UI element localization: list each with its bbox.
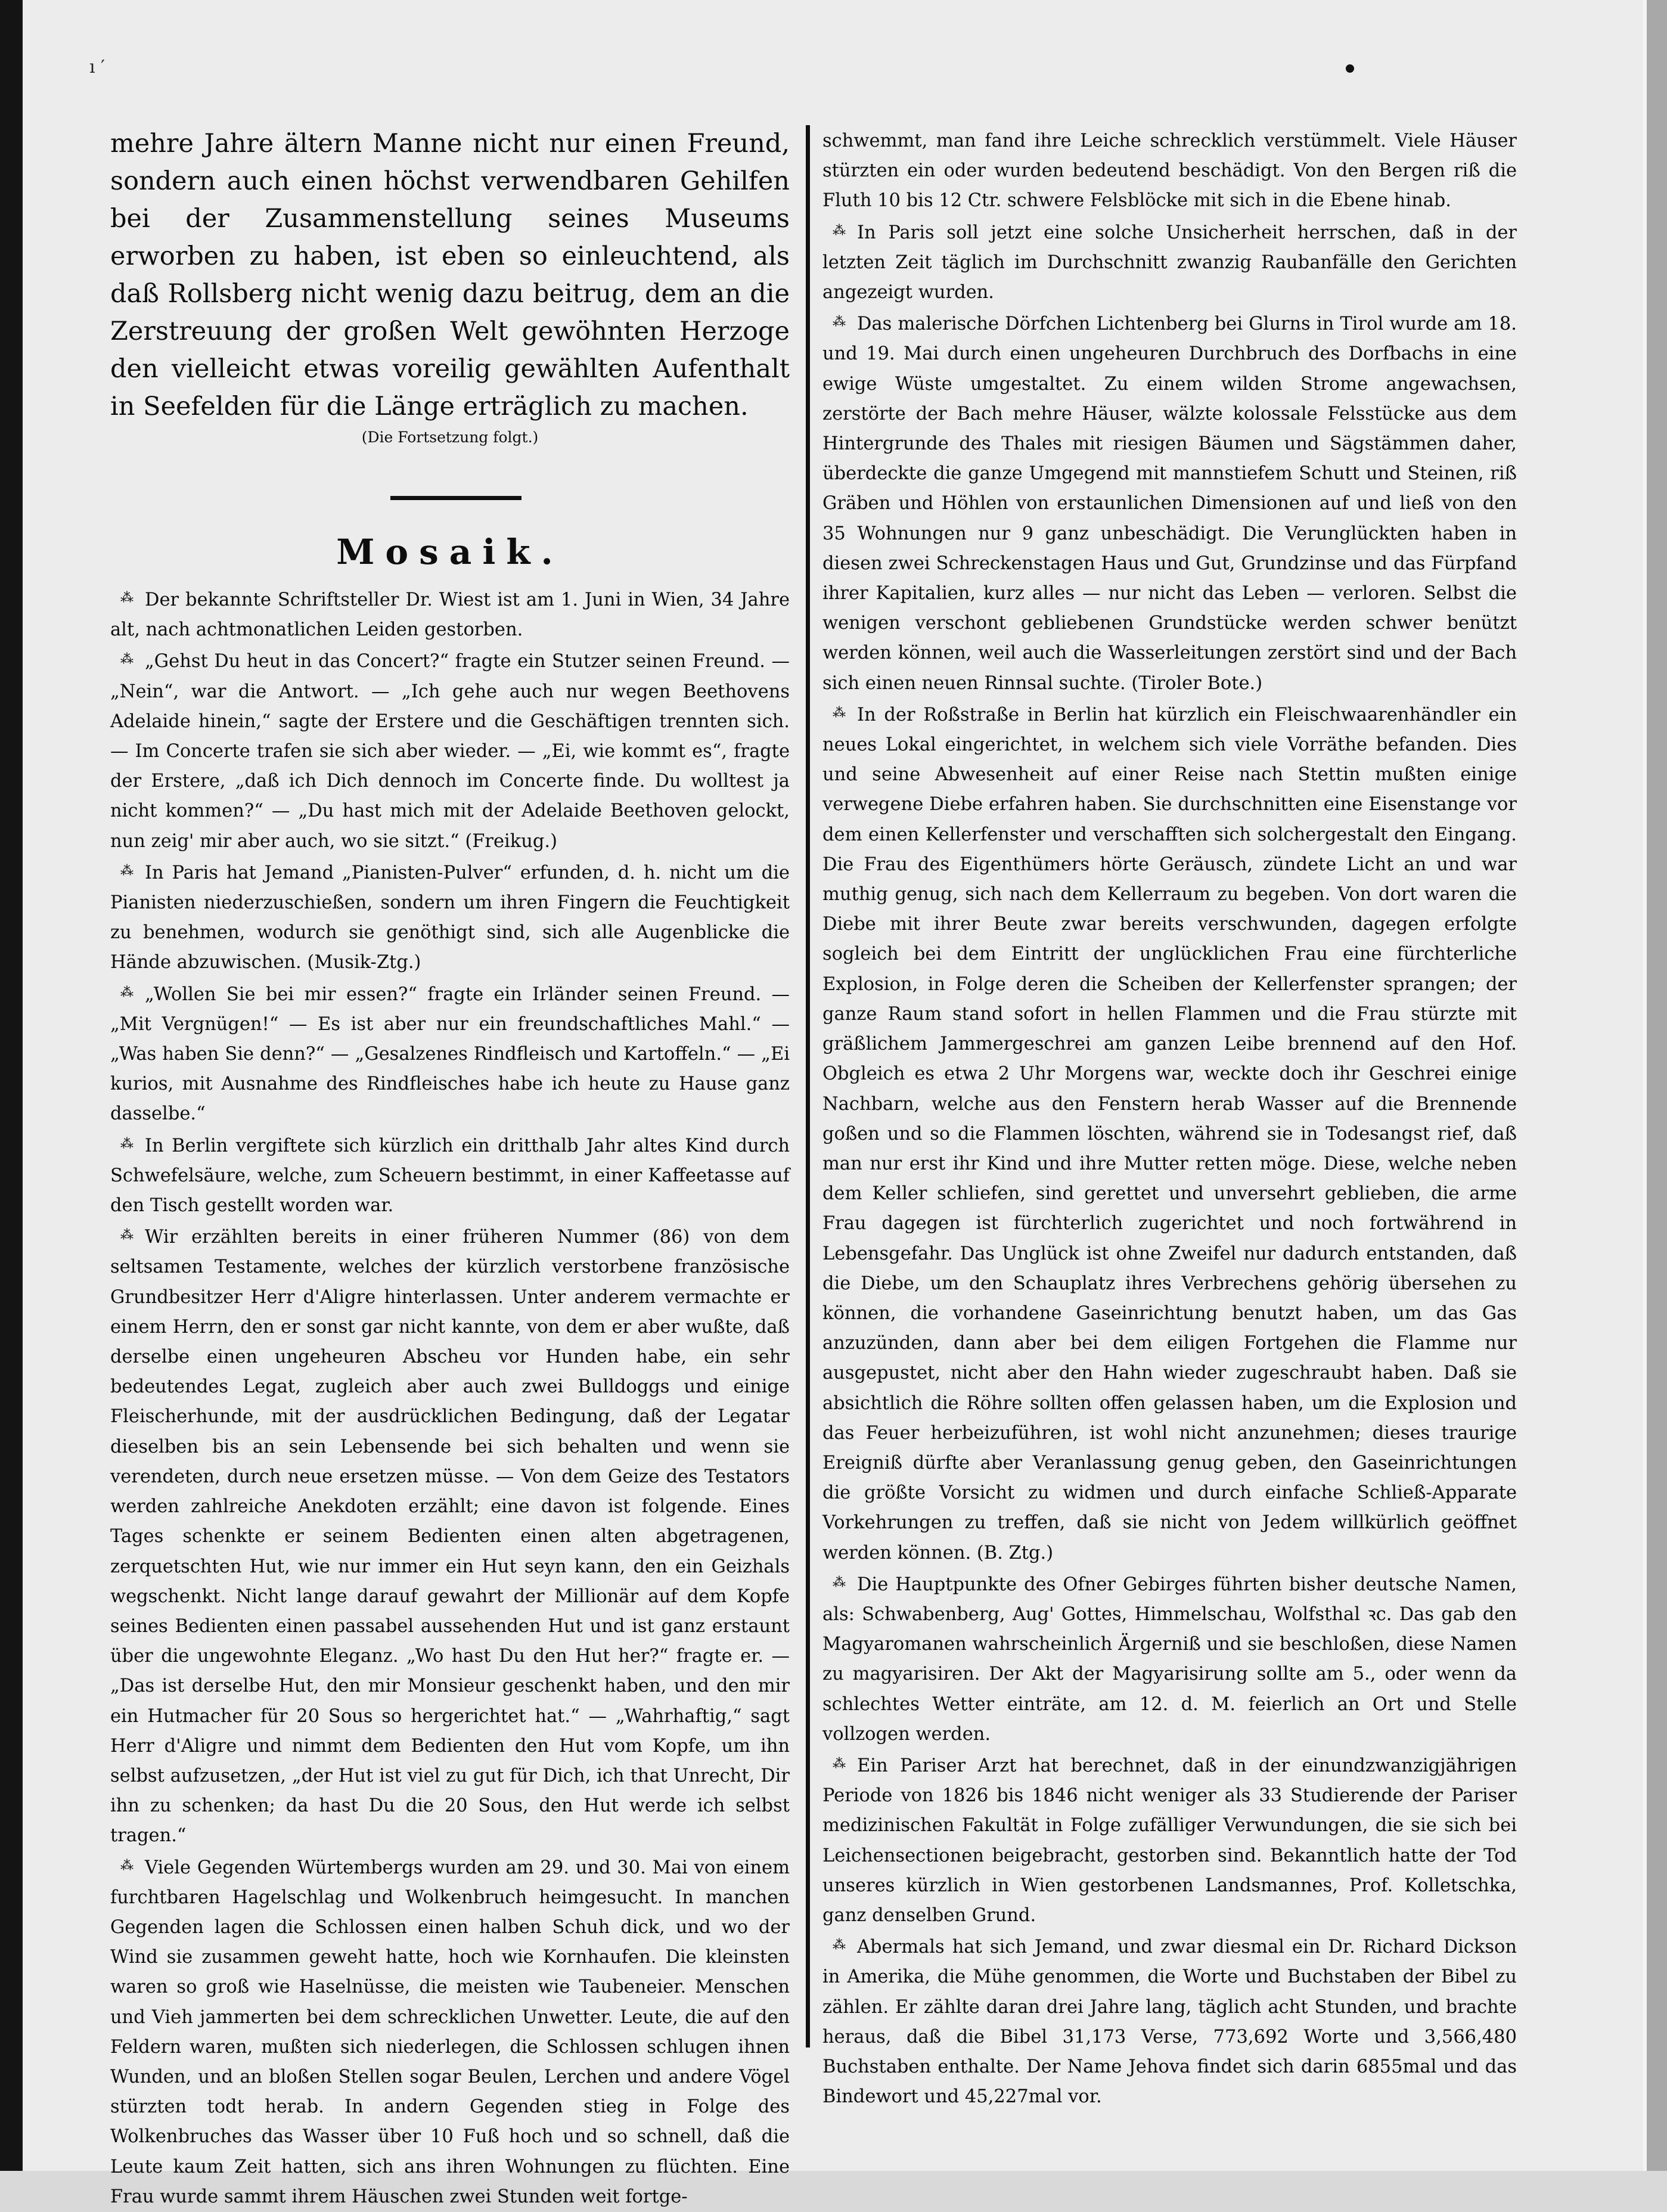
asterism-icon: ⁂ [833,1938,847,1953]
asterism-icon: ⁂ [833,223,847,238]
scan-right-edge [1643,0,1667,2171]
section-title-mosaik: Mosaik. [336,532,564,572]
mosaik-item-text: Viele Gegenden Würtembergs wurden am 29. und 30. Mai von einem furchtbaren Hagelschlag und Wolkenbruch heimgesucht. In manchen Gegenden lagen die Schlossen einen halben Schuh dick, und wo der Wind sie zusammen geweht hatte, hoch wie Kornhaufen. Die kleinsten waren so groß wie Haselnüsse, die meisten wie Taubeneier. Menschen und Vieh jammerten bei dem schrecklichen Unwetter. Leute, die auf den Feldern waren, mußten sich niederlegen, die Schlossen schlugen ihnen Wunden, und an bloßen Stellen sogar Beulen, Lerchen und andere Vögel stürzten todt herab. In andern Gegenden stieg in Folge des Wolkenbruches das Wasser über 10 Fuß hoch und so schnell, daß die Leute kaum Zeit hatten, sich ans ihren Wohnungen zu flüchten. Eine Frau wurde sammt ihrem Häuschen zwei Stunden weit fortge- [110,1857,790,2207]
mosaik-item [110,1851,790,2212]
asterism-icon: ⁂ [120,1136,135,1152]
asterism-icon: ⁂ [120,1228,135,1243]
serial-continuation-text: mehre Jahre ältern Manne nicht nur einen Freund, sondern auch einen höchst verwendbaren Gehilfen bei der Zusammenstellung seines Museums erworben zu haben, ist eben so einleuchtend, als daß Rollsberg nicht wenig dazu beitrug, dem an die Zerstreuung der großen Welt gewöhnten Herzoge den vielleicht etwas voreilig gewählten Aufenthalt in Seefelden für die Länge erträglich zu machen. [110,129,790,421]
mosaik-item-text: Die Hauptpunkte des Ofner Gebirges führten bisher deutsche Namen, als: Schwabenberg, Aug' Gottes, Himmelschau, Wolfsthal ꝛc. Das gab den Magyaromanen wahrscheinlich Ärgerniß und sie beschloßen, diese Namen zu magyarisiren. Der Akt der Magyarisirung sollte am 5., oder wenn da schlechtes Wetter einträte, am 12. d. M. feierlich an Ort und Stelle vollzogen werden. [822,1574,1517,1745]
mosaik-item [110,584,790,645]
mosaik-item-text: In Paris soll jetzt eine solche Unsicherheit herrschen, daß in der letzten Zeit täglich im Durchschnitt zwanzig Raubanfälle den Gerichten angezeigt wurden. [822,222,1517,303]
mosaik-item [110,1130,790,1221]
continued-item-text: schwemmt, man fand ihre Leiche schrecklich verstümmelt. Viele Häuser stürzten ein oder wurden bedeutend beschädigt. Von den Bergen riß die Fluth 10 bis 12 Ctr. schwere Felsblöcke mit sich in die Ebene hinab. [822,131,1517,212]
mosaik-item [822,699,1517,1568]
mosaik-item-text: In der Roßstraße in Berlin hat kürzlich ein Fleischwaarenhändler ein neues Lokal eingerichtet, in welchem sich viele Vorräthe befanden. Dies und seine Abwesenheit auf einer Reise nach Stettin mußten einige verwegene Diebe erfahren haben. Sie durchschnitten eine Eisenstange vor dem einen Kellerfenster und verschafften sich solchergestalt den Eingang. Die Frau des Eigenthümers hörte Geräusch, zündete Licht an und war muthig genug, sich nach dem Kellerraum zu begeben. Von dort waren die Diebe mit ihrer Beute zwar bereits verschwunden, dagegen erfolgte sogleich bei dem Eintritt der unglücklichen Frau eine fürchterliche Explosion, in Folge deren die Scheiben der Kellerfenster sprangen; der ganze Raum stand sofort in hellen Flammen und die Frau stürzte mit gräßlichem Jammergeschrei am ganzen Leibe brennend auf den Hof. Obgleich es etwa 2 Uhr Morgens war, weckte doch ihr Geschrei einige Nachbarn, welche aus den Fenstern herab Wasser auf die Brennende goßen und so die Flammen löschten, während sie in Todesangst rief, daß man nur erst ihr Kind und ihre Mutter retten möge. Diese, welche neben dem Keller schliefen, sind gerettet und unversehrt geblieben, die arme Frau dagegen ist fürchterlich zugerichtet und noch fortwährend in Lebensgefahr. Das Unglück ist ohne Zweifel nur dadurch entstanden, daß die Diebe, um den Schauplatz ihres Verbrechens gehörig übersehen zu können, die vorhandene Gaseinrichtung benutzt haben, um das Gas anzuzünden, dann aber bei dem eiligen Fortgehen die Flamme nur ausgepustet, nicht aber den Hahn wieder zugeschraubt haben. Daß sie absichtlich die Röhre sollten offen gelassen haben, um die Explosion und das Feuer herbeizuführen, ist wohl nicht anzunehmen; dieses traurige Ereigniß dürfte aber Veranlassung genug geben, den Gaseinrichtungen die größte Vorsicht zu widmen und durch einfache Schließ-Apparate Vorkehrungen zu treffen, daß sie nicht von Jedem willkürlich geöffnet werden können. (B. Ztg.) [822,704,1517,1563]
asterism-icon: ⁂ [120,1858,135,1873]
asterism-icon: ⁂ [120,863,135,879]
mosaik-item-text: In Paris hat Jemand „Pianisten-Pulver“ erfunden, d. h. nicht um die Pianisten niederzuschießen, sondern um ihren Fingern die Feuchtigkeit zu benehmen, wodurch sie genöthigt sind, sich alle Augenblicke die Hände abzuwischen. (Musik-Ztg.) [110,862,790,973]
continuation-note: (Die Fortsetzung folgt.) [361,429,539,446]
mosaik-item-text: Ein Pariser Arzt hat berechnet, daß in der einundzwanzigjährigen Periode von 1826 bis 1846 nicht weniger als 33 Studierende der Pariser medizinischen Fakultät in Folge zufälliger Verwundungen, die sie sich bei Leichensectionen beigebracht, gestorben sind. Bekanntlich hatte der Tod unseres kürzlich in Wien gestorbenen Landsmannes, Prof. Kolletschka, ganz denselben Grund. [822,1755,1517,1926]
scan-speck-dot [1346,64,1354,73]
mosaik-item [110,645,790,856]
asterism-icon: ⁂ [120,985,135,1000]
mosaik-item [822,1568,1517,1749]
mosaik-item [110,1221,790,1851]
asterism-icon: ⁂ [833,705,847,721]
mosaik-item-text: Der bekannte Schriftsteller Dr. Wiest ist am 1. Juni in Wien, 34 Jahre alt, nach achtmonatlichen Leiden gestorben. [110,590,790,641]
mosaik-item [822,308,1517,699]
mosaik-item [110,978,790,1130]
asterism-icon: ⁂ [833,1575,847,1590]
mosaik-item-text: Das malerische Dörfchen Lichtenberg bei Glurns in Tirol wurde am 18. und 19. Mai durch einen ungeheuren Durchbruch des Dorfbachs in eine ewige Wüste umgestaltet. Zu einem wilden Strome angewachsen, zerstörte der Bach mehre Häuser, wälzte kolossale Felsstücke aus dem Hintergrunde des Thales mit riesigen Bäumen und Sägstämmen daher, überdeckte die ganze Umgegend mit mannstiefem Schutt und Steinen, riß Gräben und Höhlen von erstaunlichen Dimensionen auf und ließ von den 35 Wohnungen nur 9 ganz unbeschädigt. Die Verunglückten haben in diesen zwei Schreckenstagen Haus und Gut, Grundzinse und das Fürpfand ihrer Kapitalien, kurz alles — nur nicht das Leben — verloren. Selbst die wenigen verschont gebliebenen Grundstücke werden schwer benützt werden können, weil auch die Wasserleitungen zerstört sind und der Bach sich einen neuen Rinnsal suchte. (Tiroler Bote.) [822,314,1517,694]
mosaik-item-text: Wir erzählten bereits in einer früheren Nummer (86) von dem seltsamen Testamente, welches der kürzlich verstorbene französische Grundbesitzer Herr d'Aligre hinterlassen. Unter anderem vermachte er einem Herrn, den er sonst gar nicht kannte, von dem er aber wußte, daß derselbe einen ungeheuren Abscheu vor Hunden habe, ein sehr bedeutendes Legat, zugleich aber auch zwei Bulldoggs und einige Fleischerhunde, mit der ausdrücklichen Bedingung, daß der Legatar dieselben bis an sein Lebensende bei sich behalten und wenn sie verendeten, durch neue ersetzen müsse. — Von dem Geize des Testators werden zahlreiche Anekdoten erzählt; eine davon ist folgende. Eines Tages schenkte er seinem Bedienten einen alten abgetragenen, zerquetschten Hut, wie nur immer ein Hut seyn kann, den ein Geizhals wegschenkt. Nicht lange darauf gewahrt der Millionär auf dem Kopfe seines Bedienten einen passabel aussehenden Hut und ist ganz erstaunt über die ungewohnte Eleganz. „Wo hast Du den Hut her?“ fragte er. — „Das ist derselbe Hut, den mir Monsieur geschenkt haben, und den mir ein Hutmacher für 20 Sous so hergerichtet hat.“ — „Wahrhaftig,“ sagt Herr d'Aligre und nimmt dem Bedienten den Hut vom Kopfe, um ihn selbst aufzusetzen, „der Hut ist viel zu gut für Dich, ich that Unrecht, Dir ihn zu schenken; da hast Du die 20 Sous, den Hut werde ich selbst tragen.“ [110,1227,790,1847]
section-divider [390,496,521,500]
mosaik-item-text: Abermals hat sich Jemand, und zwar diesmal ein Dr. Richard Dickson in Amerika, die Mühe genommen, die Worte und Buchstaben der Bibel zu zählen. Er zählte daran drei Jahre lang, täglich acht Stunden, und brachte heraus, daß die Bibel 31,173 Verse, 773,692 Worte und 3,566,480 Buchstaben enthalte. Der Name Jehova findet sich darin 6855mal und das Bindewort und 45,227mal vor. [822,1937,1517,2108]
right-column [822,126,1517,2112]
mosaik-item [110,857,790,978]
asterism-icon: ⁂ [120,591,135,606]
left-column [110,125,790,2212]
scan-dark-left-edge [0,0,23,2171]
scan-speck-left: ı ′ [89,57,105,77]
mosaik-item-text: „Wollen Sie bei mir essen?“ fragte ein Irländer seinen Freund. — „Mit Vergnügen!“ — Es ist aber nur ein freundschaftliches Mahl.“ — „Was haben Sie denn?“ — „Gesalzenes Rindfleisch und Kartoffeln.“ — „Ei kurios, mit Ausnahme des Rindfleisches habe ich heute zu Hause ganz dasselbe.“ [110,984,790,1125]
mosaik-item [822,1749,1517,1931]
asterism-icon: ⁂ [120,652,135,668]
mosaik-item [822,216,1517,308]
column-divider [806,125,810,2047]
mosaik-item-text: In Berlin vergiftete sich kürzlich ein dritthalb Jahr altes Kind durch Schwefelsäure, welche, zum Scheuern bestimmt, in einer Kaffeetasse auf den Tisch gestellt worden war. [110,1135,790,1217]
mosaik-item-text: „Gehst Du heut in das Concert?“ fragte ein Stutzer seinen Freund. — „Nein“, war die Antwort. — „Ich gehe auch nur wegen Beethovens Adelaide hinein,“ sagte der Erstere und die Geschäftigen trennten sich. — Im Concerte trafen sie sich aber wieder. — „Ei, wie kommt es“, fragte der Erstere, „daß ich Dich dennoch im Concerte finde. Du wolltest ja nicht kommen?“ — „Du hast mich mit der Adelaide Beethoven gelockt, nun zeig' mir aber auch, wo sie sitzt.“ (Freikug.) [110,651,790,852]
asterism-icon: ⁂ [833,1756,847,1772]
mosaik-item [822,1931,1517,2112]
asterism-icon: ⁂ [833,315,847,330]
